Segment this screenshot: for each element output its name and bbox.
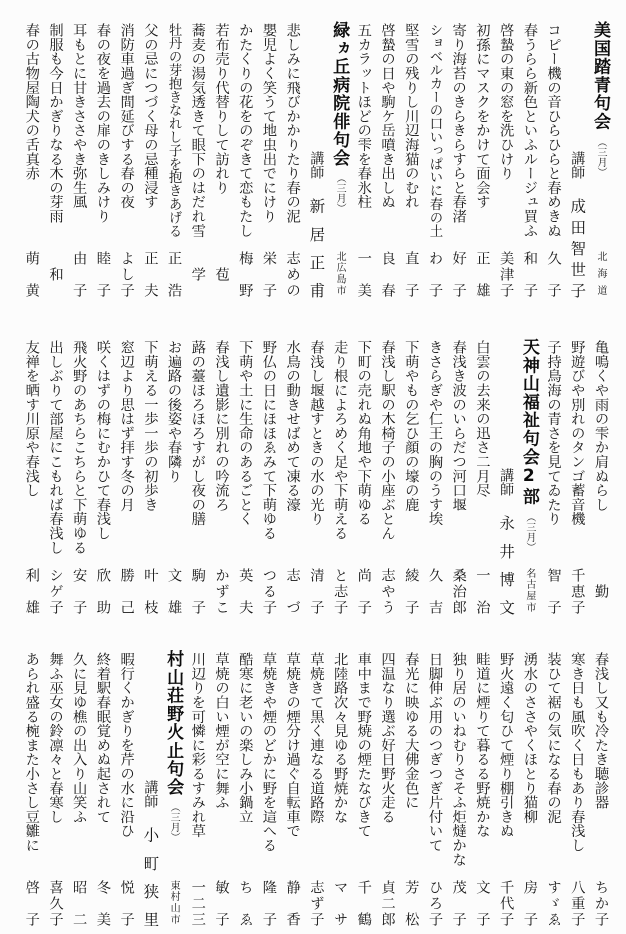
haiku-text: 酷寒に老いの楽しみ小鍋立 [237, 652, 254, 824]
haiku-author: 千代子 [498, 880, 515, 926]
lecturer-column [138, 650, 162, 934]
haiku-text: お遍路の後姿や春隣り [166, 340, 183, 483]
haiku-text: 蕎麦の湯気透きて眼下のはだれ雪 [189, 23, 206, 238]
haiku-text: 咲くはずの梅にむかひて春浅し [94, 340, 111, 541]
haiku-text: 四温なり選ぶ好日野火走る [379, 652, 396, 824]
group-title-column [327, 21, 351, 305]
haiku-author: マサ [332, 880, 349, 926]
haiku-author: 芳松 [403, 880, 420, 926]
haiku-column [327, 338, 351, 622]
haiku-author: 梅野 [237, 251, 254, 297]
haiku-text: 車中まで野焼の煙たなびきて [355, 652, 372, 838]
haiku-author: 由子 [71, 251, 88, 297]
haiku-column [351, 21, 375, 305]
haiku-text: 春光に映ゆる大佛金色に [403, 652, 420, 810]
haiku-text: 湧水のささやくほとり猫柳 [521, 652, 538, 824]
haiku-text: 日脚伸ぶ用のつぎつぎ片付いて [426, 652, 443, 853]
lecturer-column [304, 21, 328, 305]
haiku-text: 制服も今日かぎりなる木の芽雨 [47, 23, 64, 224]
haiku-author: 正夫 [142, 251, 159, 297]
lecturer-name: 成田智世子 [568, 198, 587, 298]
haiku-author: 久吉 [426, 568, 443, 614]
haiku-text: 初孫にマスクをかけて面会す [474, 23, 491, 209]
haiku-column [185, 338, 209, 622]
haiku-text: 下町の売れぬ角地や下萌ゆる [355, 340, 372, 526]
haiku-author: 美津子 [498, 251, 515, 297]
haiku-column [541, 338, 565, 622]
haiku-author: 清子 [308, 568, 325, 614]
haiku-column [185, 21, 209, 305]
lecturer-name: 永井博文 [497, 515, 516, 615]
haiku-text: 堅雪の残りし川辺海猫のむれ [403, 23, 420, 209]
haiku-column [541, 650, 565, 934]
haiku-text: 春浅し遺影に別れの吟流ろ [213, 340, 230, 512]
haiku-column [90, 21, 114, 305]
group-title-column [161, 650, 185, 934]
lecturer-name: 小町狭里 [141, 827, 160, 927]
haiku-column [304, 650, 328, 934]
haiku-author: 萌黄 [23, 251, 40, 297]
group-title-column [517, 338, 541, 622]
haiku-column [114, 338, 138, 622]
haiku-author: 智子 [545, 568, 562, 614]
haiku-author: 正雄 [474, 251, 491, 297]
haiku-author: 久子 [545, 251, 562, 297]
haiku-text: 悲しみに飛びかかりたり春の泥 [284, 23, 301, 224]
haiku-column [233, 338, 257, 622]
haiku-text: 草焼きの煙分け過ぐ自転車で [284, 652, 301, 838]
haiku-author: 尚子 [355, 568, 372, 614]
haiku-text: きさらぎや仁王の胸のうす埃 [426, 340, 443, 526]
haiku-author: 苞 [213, 266, 230, 282]
haiku-author: 英夫 [237, 568, 254, 614]
haiku-column [446, 338, 470, 622]
haiku-column [588, 650, 612, 934]
group-place: 東村山市 [168, 880, 180, 924]
haiku-author: 昭二 [71, 880, 88, 926]
haiku-column [422, 650, 446, 934]
haiku-text: 草焼の白い煙が空に舞ふ [213, 652, 230, 810]
haiku-text: 下萌える一歩一歩の初歩き [142, 340, 159, 512]
haiku-column [517, 21, 541, 305]
haiku-author: 一二三 [189, 880, 206, 926]
haiku-author: 志ず子 [308, 880, 325, 926]
haiku-column [375, 21, 399, 305]
haiku-column [66, 21, 90, 305]
group-title: 天神山福祉句会2部 [518, 338, 539, 506]
haiku-column [209, 650, 233, 934]
haiku-column [114, 21, 138, 305]
haiku-column [280, 338, 304, 622]
haiku-column [19, 338, 43, 622]
haiku-column [161, 21, 185, 305]
haiku-text: 白雲の去来の迅さ二月尽 [474, 340, 491, 498]
haiku-author: わ子 [426, 251, 443, 297]
group-heading [517, 338, 541, 552]
haiku-text: 亀鳴くや雨の雫か肩ぬらし [593, 340, 609, 512]
haiku-author: よし子 [118, 251, 135, 297]
haiku-author: 文雄 [166, 568, 183, 614]
lecturer-label: 講師 [308, 151, 325, 179]
haiku-author: 勤 [593, 583, 609, 599]
haiku-column [114, 650, 138, 934]
haiku-author: 志づ [284, 568, 301, 614]
haiku-author: 貞二郎 [379, 880, 396, 926]
haiku-author: 房子 [521, 880, 538, 926]
haiku-text: 蕗の薹ほろほろすがし夜の膳 [189, 340, 206, 526]
haiku-column [541, 21, 565, 305]
lecturer-label: 講師 [569, 151, 586, 179]
haiku-column [90, 338, 114, 622]
haiku-author: 静香 [284, 880, 301, 926]
haiku-column [43, 650, 67, 934]
haiku-author: 悦子 [118, 880, 135, 926]
haiku-text: 春の夜を過去の扉のきしみけり [94, 23, 111, 224]
haiku-column [446, 650, 470, 934]
group-month: （三月） [168, 802, 180, 843]
haiku-author: ちゑ [237, 880, 254, 926]
haiku-text: 野火遠く匂ひて煙り棚引きぬ [498, 652, 515, 838]
haiku-column [327, 650, 351, 934]
haiku-text: コピー機の音ひらひらと春めきぬ [545, 23, 562, 238]
haiku-column [351, 650, 375, 934]
haiku-author: 安子 [71, 568, 88, 614]
lecturer-column [565, 21, 589, 305]
haiku-column [375, 650, 399, 934]
haiku-author: 良春 [379, 251, 396, 297]
haiku-author: 直子 [403, 251, 420, 297]
haiku-author: 茂子 [450, 880, 467, 926]
haiku-author: 欣助 [94, 568, 111, 614]
haiku-text: 暇行くかぎりを芹の水に沿ひ [118, 652, 135, 838]
haiku-text: 耳もとに甘きささやき弥生風 [71, 23, 88, 209]
group-heading [327, 21, 351, 213]
haiku-column [209, 21, 233, 305]
haiku-author: 学 [189, 266, 206, 282]
group-heading [161, 650, 185, 842]
haiku-column [138, 21, 162, 305]
haiku-text: 牡丹の芽抱きなれし子を抱きあげる [166, 23, 182, 238]
haiku-column [470, 338, 494, 622]
haiku-text: 野仏の日にほほゑみて下萌ゆる [260, 340, 277, 541]
haiku-text: 寒き日も風吹く日もあり春浅し [569, 652, 586, 853]
haiku-author: 一治 [474, 568, 491, 614]
haiku-column [43, 338, 67, 622]
haiku-text: 父の忌につづく母の忌種浸す [142, 23, 159, 209]
haiku-column [256, 650, 280, 934]
haiku-column [470, 21, 494, 305]
haiku-author: 志めの [284, 251, 301, 297]
haiku-column [233, 650, 257, 934]
haiku-text: 装ひて裾の気になる春の泥 [545, 652, 562, 824]
haiku-text: 水鳥の動きせばめて凍る濠 [284, 340, 301, 512]
group-month: （三月） [334, 173, 346, 214]
haiku-column [588, 338, 612, 622]
haiku-text: 寄り海苔のきらきらすらと春渚 [450, 23, 467, 224]
group-place: 名古屋市 [523, 568, 535, 612]
haiku-column [66, 650, 90, 934]
haiku-text: 春うらら新色といふルージュ買ふ [521, 23, 538, 238]
haiku-text: 野遊びや別れのタンゴ蓄音機 [569, 340, 586, 526]
haiku-text: 春浅し駅の木椅子の小座ぶとん [379, 340, 396, 541]
haiku-column [399, 21, 423, 305]
haiku-column [90, 650, 114, 934]
haiku-text: 窓辺より思はず拝す冬の月 [118, 340, 135, 512]
haiku-author: 文子 [474, 880, 491, 926]
haiku-author: 八重子 [569, 880, 586, 926]
haiku-column [399, 338, 423, 622]
haiku-author: 千鶴 [355, 880, 372, 926]
haiku-author: 利雄 [23, 568, 40, 614]
haiku-author: 一美 [355, 251, 372, 297]
haiku-author: 喜久子 [47, 880, 64, 926]
haiku-text: 春の古物屋陶犬の舌真赤 [23, 23, 40, 181]
haiku-author: ちか子 [593, 880, 609, 926]
haiku-author: 叶枝 [142, 568, 159, 614]
haiku-text: 嬰児よく笑うて地虫出でにけり [260, 23, 277, 224]
haiku-author: 隆子 [260, 880, 277, 926]
haiku-text: あられ盛る椀また小さし豆雛に [23, 652, 40, 853]
haiku-text: 若布売り代替りして訪れり [213, 23, 230, 195]
group-title-column [588, 21, 612, 305]
haiku-text: 下萌や土に生命のあるごとく [237, 340, 254, 526]
haiku-column [43, 21, 67, 305]
haiku-column [470, 650, 494, 934]
haiku-text: 下萌やもの乞ひ顔の壕の鹿 [403, 340, 420, 512]
haiku-text: 春浅し堰越すときの水の光り [308, 340, 325, 526]
haiku-author: 千恵子 [569, 568, 586, 614]
haiku-author: ひろ子 [426, 880, 443, 926]
haiku-text: ショベルカーの口いっぱいに春の土 [426, 23, 442, 238]
lecturer-name: 新居正甫 [307, 198, 326, 298]
haiku-text: 舞ふ巫女の鈴凛々と春寒し [47, 652, 64, 824]
haiku-column [19, 21, 43, 305]
group-month: （三月） [595, 136, 606, 177]
haiku-text: 畦道に煙りて暮るる野焼かな [474, 652, 491, 838]
haiku-text: 草焼きて黒く連なる道路際 [308, 652, 325, 824]
haiku-column [138, 338, 162, 622]
group-heading [588, 21, 612, 177]
group-title: 美国踏青句会 [590, 21, 610, 131]
haiku-author: 敏子 [213, 880, 230, 926]
haiku-column [422, 21, 446, 305]
haiku-column [185, 650, 209, 934]
haiku-column [233, 21, 257, 305]
haiku-text: 飛火野のあちらこちらと下萌ゆる [71, 340, 88, 555]
group-place: 北海道 [595, 251, 606, 295]
haiku-text: 啓蟄の日や駒ケ岳噴き出しぬ [379, 23, 396, 209]
haiku-text: 五カラットほどの雫を春氷柱 [355, 23, 372, 209]
haiku-author: 和 [47, 266, 64, 282]
haiku-text: 消防車過ぎ間延びする春の夜 [118, 23, 135, 209]
haiku-text: 独り居のいねむりさそふ炬燵かな [450, 652, 467, 867]
haiku-column [399, 650, 423, 934]
haiku-column [493, 21, 517, 305]
haiku-column [565, 650, 589, 934]
haiku-author: 啓子 [23, 880, 40, 926]
haiku-column [565, 338, 589, 622]
haiku-text: 久に見ゆ樵の出入り山笑ふ [71, 652, 88, 824]
lecturer-label: 講師 [498, 468, 515, 496]
haiku-column [256, 338, 280, 622]
haiku-author: 睦子 [94, 251, 111, 297]
haiku-text: 川辺りを可憐に彩るすみれ草 [189, 652, 206, 838]
group-title: 村山荘野火止句会 [163, 650, 184, 797]
haiku-column [422, 338, 446, 622]
haiku-author: かずこ [213, 568, 230, 614]
haiku-author: 綾子 [403, 568, 420, 614]
haiku-author: 勝己 [118, 568, 135, 614]
haiku-author: すゞゑ [545, 880, 562, 926]
haiku-column [280, 21, 304, 305]
haiku-column [256, 21, 280, 305]
tier-top [19, 21, 612, 305]
haiku-author: 好子 [450, 251, 467, 297]
haiku-text: 春浅し又も冷たき聴診器 [593, 652, 609, 810]
haiku-column [375, 338, 399, 622]
haiku-text: 友禅を晒す川原や春浅し [23, 340, 40, 498]
haiku-text: 啓蟄の東の窓を洗ひけり [498, 23, 515, 181]
haiku-author: 正浩 [166, 251, 183, 297]
haiku-text: 春浅き波のいらだつ河口堰 [450, 340, 467, 512]
lecturer-label: 講師 [142, 780, 159, 808]
haiku-column [161, 338, 185, 622]
lecturer-column [493, 338, 517, 622]
haiku-author: と志子 [332, 568, 349, 614]
haiku-author: 和子 [521, 251, 538, 297]
haiku-author: 桑治郎 [450, 568, 467, 614]
group-month: （三月） [523, 511, 535, 552]
haiku-column [446, 21, 470, 305]
haiku-author: 志やう [379, 568, 396, 614]
haiku-text: 草焼きや煙のどかに野を這へる [260, 652, 277, 853]
haiku-column [66, 338, 90, 622]
haiku-column [19, 650, 43, 934]
haiku-author: 栄子 [260, 251, 277, 297]
haiku-text: 走り根によろめく足や下萌える [332, 340, 349, 541]
haiku-column [304, 338, 328, 622]
haiku-column [493, 650, 517, 934]
haiku-text: かたくりの花をのぞきて恋もたし [237, 23, 254, 238]
haiku-author: シゲ子 [47, 568, 64, 614]
haiku-author: 駒子 [189, 568, 206, 614]
haiku-column [209, 338, 233, 622]
haiku-text: 出しぶりて部屋にこもれば春浅し [47, 340, 64, 555]
haiku-text: 子持鳥海の青さを見てゐたり [545, 340, 562, 526]
haiku-author: つる子 [260, 568, 277, 614]
tier-bottom [19, 650, 612, 934]
group-title: 緑ヵ丘病院俳句会 [329, 21, 350, 168]
haiku-text: 終着駅春眠覚めぬ起されて [94, 652, 111, 824]
haiku-author: 冬美 [94, 880, 111, 926]
haiku-column [517, 650, 541, 934]
group-place: 北広島市 [334, 251, 346, 295]
haiku-text: 北陸路次々見ゆる野焼かな [332, 652, 349, 824]
tier-middle [19, 338, 612, 622]
haiku-column [280, 650, 304, 934]
haiku-column [351, 338, 375, 622]
